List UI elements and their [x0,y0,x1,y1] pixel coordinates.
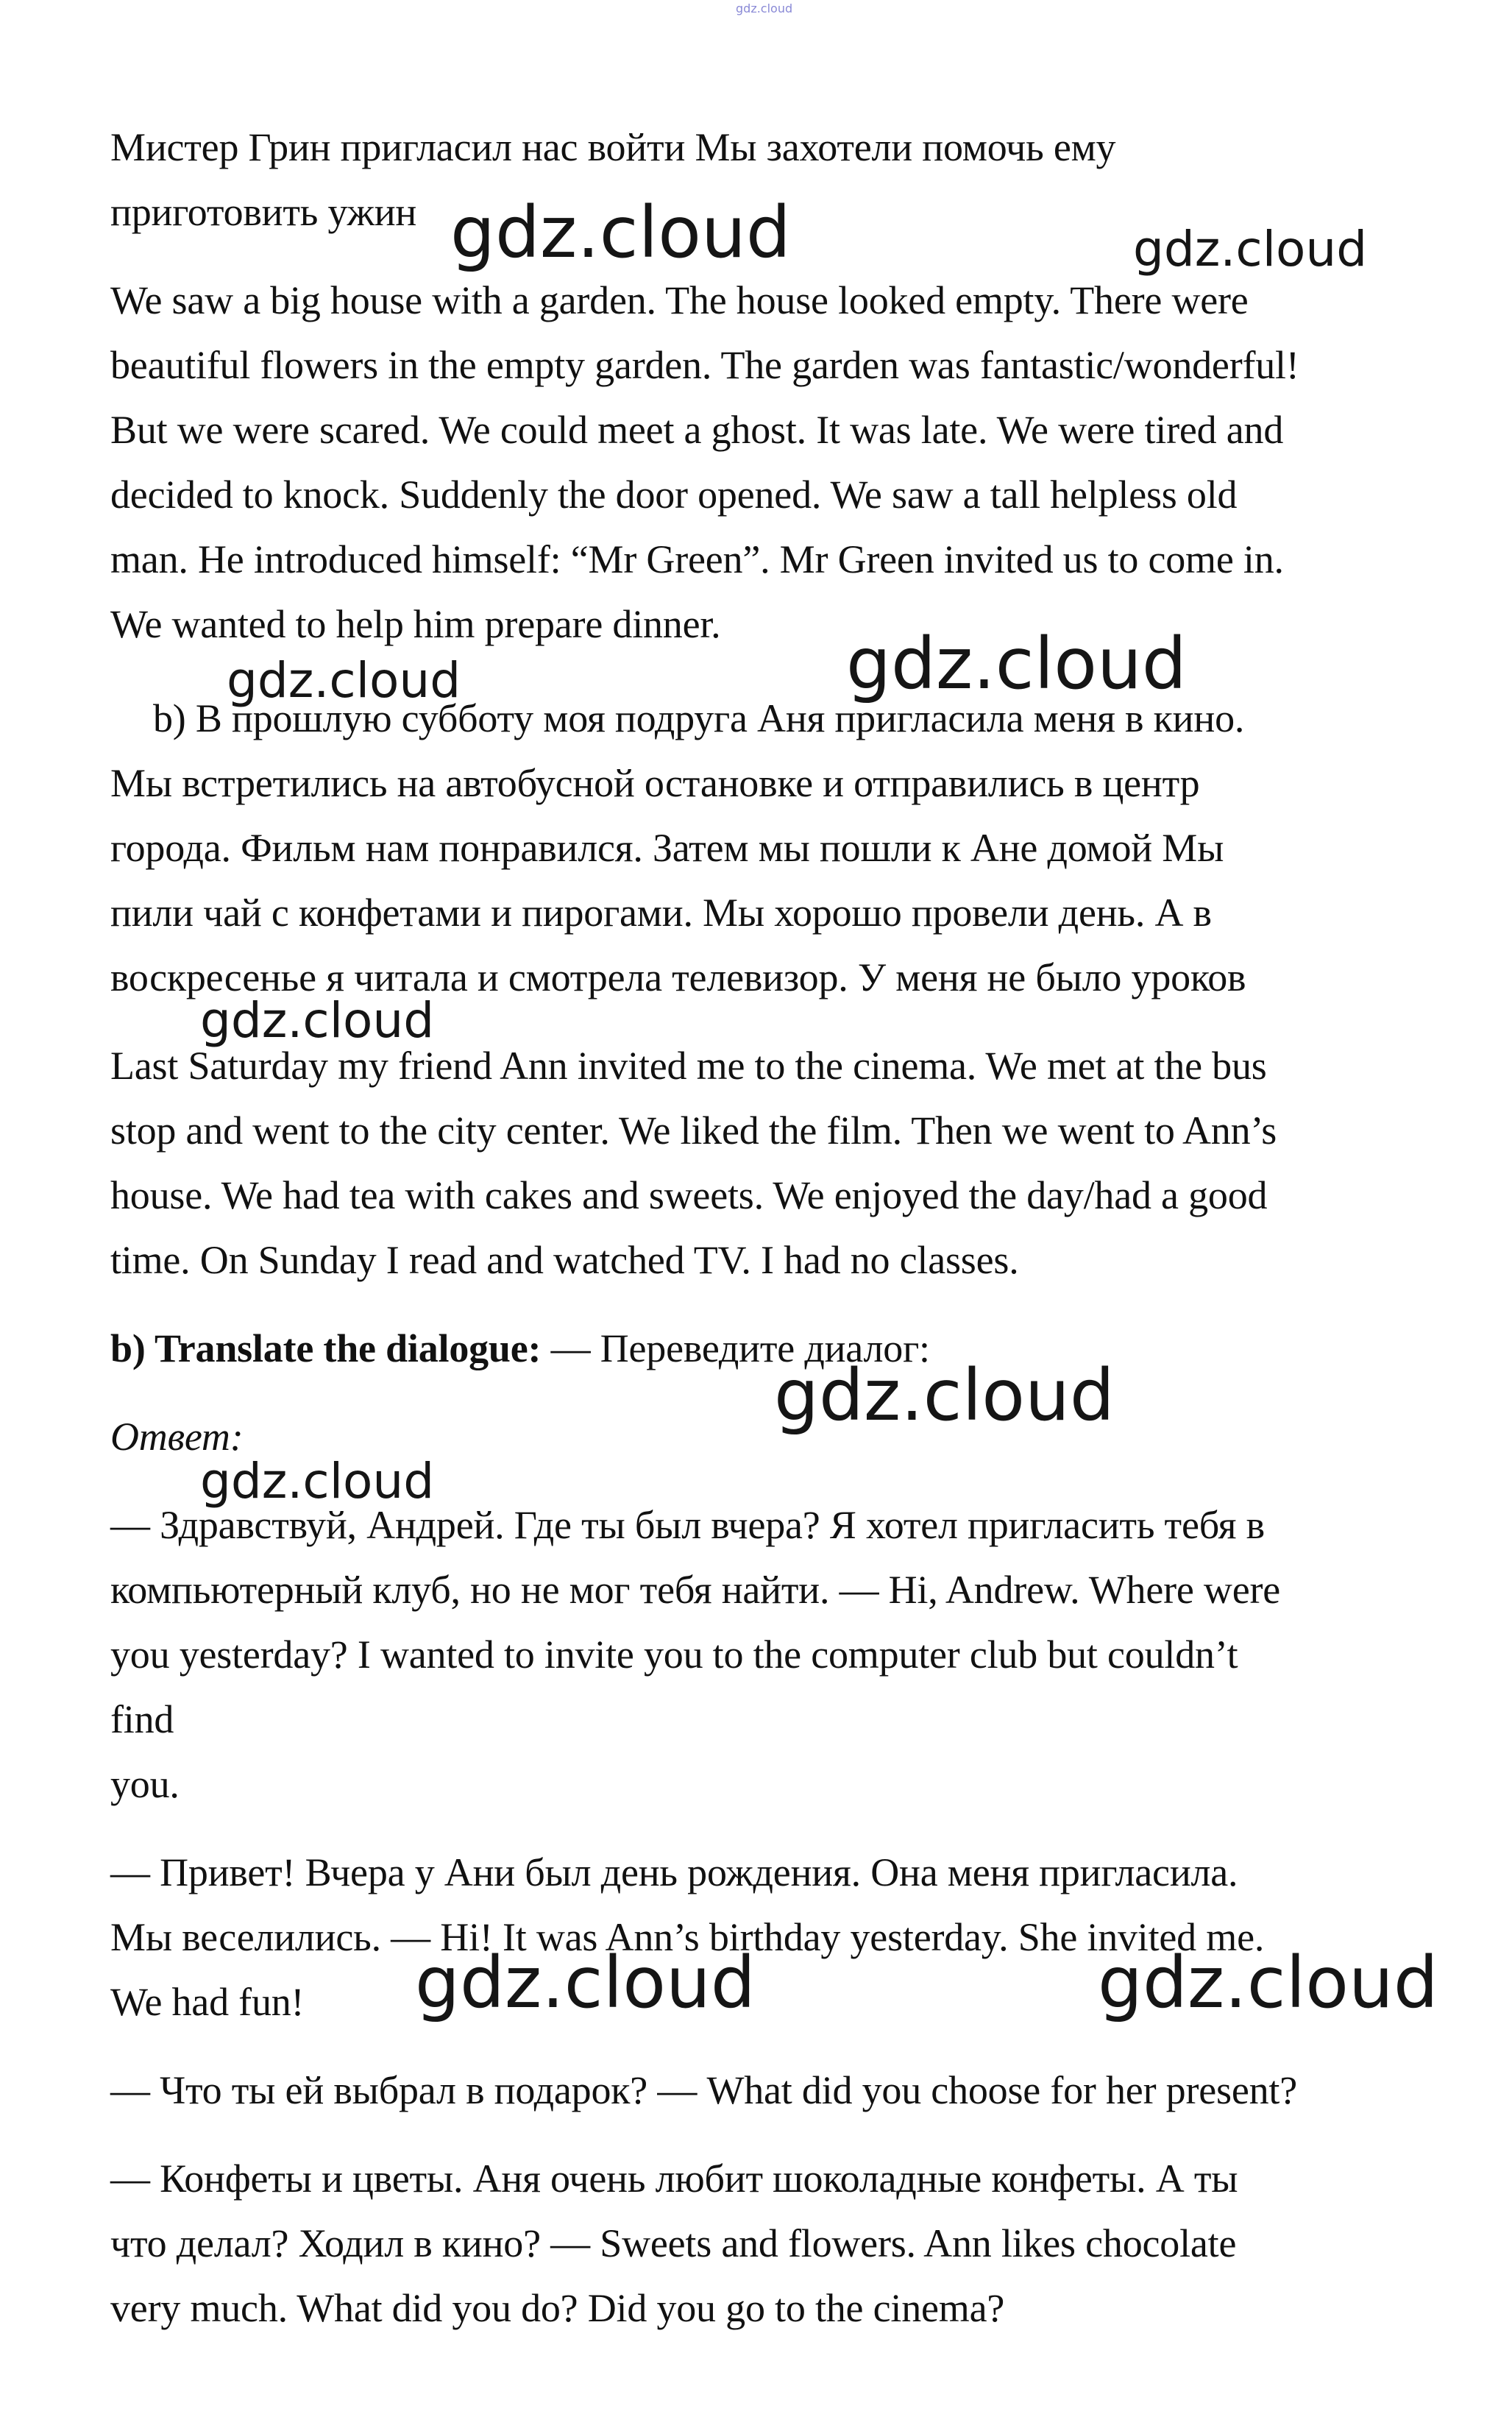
text-line: house. We had tea with cakes and sweets. We enjoyed the day/had a good [110,1173,1268,1217]
answer-label: Ответ: [110,1415,244,1459]
text-line: Мы встретились на автобусной остановке и отправились в центр [110,761,1200,805]
watermark: gdz.cloud [200,992,435,1049]
text-line: — Здравствуй, Андрей. Где ты был вчера? Я хотел пригласить тебя в [110,1503,1265,1547]
text-line: stop and went to the city center. We liked the film. Then we went to Ann’s [110,1108,1277,1153]
task-heading-bold: b) Translate the dialogue: [110,1326,542,1370]
watermark: gdz.cloud [1133,221,1368,277]
text-line: Мистер Грин пригласил нас войти Мы захотели помочь ему [110,125,1116,169]
text-line: — Конфеты и цветы. Аня очень любит шоколадные конфеты. А ты [110,2156,1238,2201]
watermark-top: gdz.cloud [736,1,793,15]
text-line: города. Фильм нам понравился. Затем мы пошли к Ане домой Мы [110,826,1224,870]
text-line: Мы веселились. — Hi! It was Ann’s birthday yesterday. She invited me. [110,1915,1265,1959]
text-line: пили чай с конфетами и пирогами. Мы хорошо провели день. А в [110,891,1212,935]
watermark: gdz.cloud [846,623,1187,705]
watermark: gdz.cloud [1098,1942,1438,2024]
text-line: man. He introduced himself: “Mr Green”. Mr Green invited us to come in. [110,537,1284,581]
text-line: you yesterday? I wanted to invite you to the computer club but couldn’t [110,1632,1238,1677]
text-line: We had fun! [110,1980,305,2024]
text-line: you. [110,1762,180,1806]
text-line: — Что ты ей выбрал в подарок? — What did you choose for her present? [110,2068,1297,2112]
text-line: что делал? Ходил в кино? — Sweets and flowers. Ann likes chocolate [110,2221,1237,2265]
text-line: find [110,1697,174,1741]
watermark: gdz.cloud [227,652,461,709]
watermark: gdz.cloud [450,191,791,274]
text-line: We wanted to help him prepare dinner. [110,602,721,646]
text-line: very much. What did you do? Did you go to the cinema? [110,2286,1005,2330]
text-line: воскресенье я читала и смотрела телевизор. У меня не было уроков [110,955,1246,999]
text-line: приготовить ужин [110,190,417,234]
text-line: — Привет! Вчера у Ани был день рождения. Она меня пригласила. [110,1850,1238,1894]
text-line: Last Saturday my friend Ann invited me to the cinema. We met at the bus [110,1044,1267,1088]
text-line: decided to knock. Suddenly the door opened. We saw a tall helpless old [110,473,1238,517]
task-heading-rest: — Переведите диалог: [541,1326,930,1370]
watermark: gdz.cloud [200,1453,435,1510]
text-line: beautiful flowers in the empty garden. The garden was fantastic/wonderful! [110,343,1299,387]
text-line: We saw a big house with a garden. The house looked empty. There were [110,278,1249,322]
text-line: компьютерный клуб, но не мог тебя найти. — Hi, Andrew. Where were [110,1568,1281,1612]
watermark: gdz.cloud [415,1942,756,2024]
text-line: But we were scared. We could meet a ghost. It was late. We were tired and [110,408,1284,452]
watermark: gdz.cloud [774,1354,1115,1437]
text-line: b) В прошлую субботу моя подруга Аня пригласила меня в кино. [153,696,1245,740]
text-line: time. On Sunday I read and watched TV. I had no classes. [110,1238,1019,1282]
